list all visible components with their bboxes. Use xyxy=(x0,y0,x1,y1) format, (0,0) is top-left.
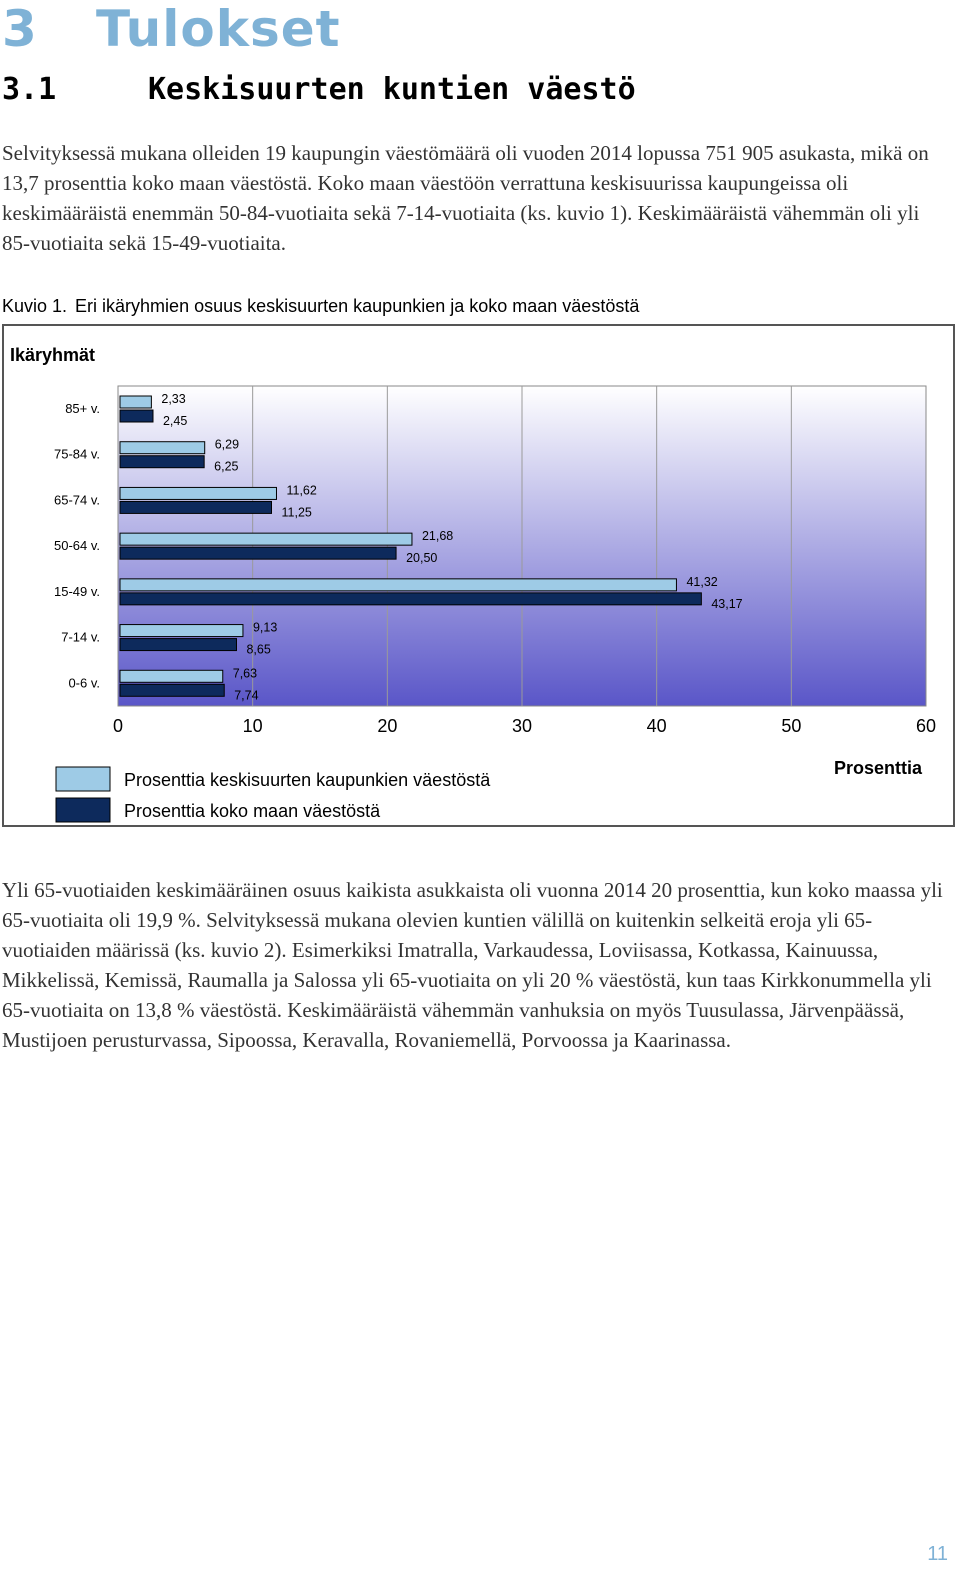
section-number: 3.1 xyxy=(2,72,57,107)
x-tick-label: 40 xyxy=(646,716,667,736)
category-label: 0-6 v. xyxy=(68,675,100,691)
chapter-title-text: Tulokset xyxy=(96,0,341,58)
data-label: 2,45 xyxy=(162,414,188,428)
bar xyxy=(120,579,676,591)
y-axis-title: Ikäryhmät xyxy=(10,345,96,365)
data-label: 7,74 xyxy=(234,688,259,703)
bar xyxy=(120,684,224,696)
bar xyxy=(120,396,151,408)
x-tick-label: 0 xyxy=(112,716,124,736)
section-title xyxy=(2,72,636,107)
data-label: 11,25 xyxy=(281,505,312,520)
data-label: 9,13 xyxy=(252,620,278,635)
bar xyxy=(120,410,153,422)
bar xyxy=(120,670,223,682)
bar-chart xyxy=(4,326,953,825)
figure-label: Kuvio 1. xyxy=(2,296,68,316)
data-label: 2,33 xyxy=(161,392,186,406)
category-label: 65-74 v. xyxy=(53,492,100,508)
figure-caption-text: Eri ikäryhmien osuus keskisuurten kaupunkien ja koko maan väestöstä xyxy=(75,296,640,316)
legend-label: Prosenttia keskisuurten kaupunkien väestöstä xyxy=(124,770,491,790)
section-title-text: Keskisuurten kuntien väestö xyxy=(148,72,636,107)
data-label: 6,25 xyxy=(214,459,239,474)
page-number: 11 xyxy=(927,1543,948,1565)
category-label: 7-14 v. xyxy=(61,629,100,645)
chapter-title xyxy=(2,0,341,58)
data-label: 6,29 xyxy=(214,437,240,452)
legend-label: Prosenttia koko maan väestöstä xyxy=(124,801,381,821)
data-label: 7,63 xyxy=(232,666,258,681)
x-tick-label: 50 xyxy=(781,716,802,736)
data-label: 20,50 xyxy=(406,551,438,566)
analysis-paragraph: Yli 65-vuotiaiden keskimääräinen osuus kaikista asukkaista oli vuonna 2014 20 prosenttia, kun koko maassa yli 65-vuotiaita oli 19,9 %. Selvityksessä mukana olevien kuntien välillä on kuitenkin selkeitä eroja yli 65-vuotiaiden määrissä (ks. kuvio 2). Esimerkiksi Imatralla, Varkaudessa, Loviisassa, Kotkassa, Kainuussa, Mikkelissä, Kemissä, Raumalla ja Salossa yli 65-vuotiaita on yli 20 % väestöstä, kun taas Kirkkonummella yli 65-vuotiaita on 13,8 % väestöstä. Keskimääräistä vähemmän vanhuksia on myös Tuusulassa, Järvenpäässä, Mustijoen perusturvassa, Sipoossa, Keravalla, Rovaniemellä, Porvoossa ja Kaarinassa. xyxy=(2,878,943,1052)
bar xyxy=(120,547,396,559)
chart-frame xyxy=(2,324,955,827)
figure-caption xyxy=(2,296,639,317)
category-label: 50-64 v. xyxy=(53,538,100,554)
data-label: 21,68 xyxy=(421,529,454,544)
bar xyxy=(120,625,243,637)
bar xyxy=(120,487,276,499)
data-label: 11,62 xyxy=(286,483,317,498)
bar xyxy=(120,593,701,605)
bar xyxy=(120,456,204,468)
data-label: 8,65 xyxy=(246,642,271,657)
category-label: 75-84 v. xyxy=(53,446,100,462)
x-tick-label: 20 xyxy=(377,716,398,736)
data-label: 43,17 xyxy=(711,596,743,611)
data-label: 41,32 xyxy=(686,574,718,589)
x-axis-title: Prosenttia xyxy=(833,758,922,778)
intro-paragraph: Selvityksessä mukana olleiden 19 kaupungin väestömäärä oli vuoden 2014 lopussa 751 905 asukasta, mikä on 13,7 prosenttia koko maan väestöstä. Koko maan väestöön verrattuna keskisuurissa kaupungeissa oli keskimääräistä enemmän 50-84-vuotiaita sekä 7-14-vuotiaita (ks. kuvio 1). Keskimääräistä vähemmän oli yli 85-vuotiaita sekä 15-49-vuotiaita. xyxy=(2,141,929,255)
bar xyxy=(120,533,412,545)
category-label: 15-49 v. xyxy=(53,583,100,599)
x-tick-label: 30 xyxy=(511,716,533,736)
bar xyxy=(120,639,236,651)
bar xyxy=(120,501,272,513)
category-label: 85+ v. xyxy=(65,401,100,416)
legend-swatch xyxy=(56,767,110,791)
x-tick-label: 10 xyxy=(242,716,263,736)
legend-swatch xyxy=(56,798,110,822)
chapter-number: 3 xyxy=(2,0,38,58)
x-tick-label: 60 xyxy=(915,716,937,736)
bar xyxy=(120,442,205,454)
